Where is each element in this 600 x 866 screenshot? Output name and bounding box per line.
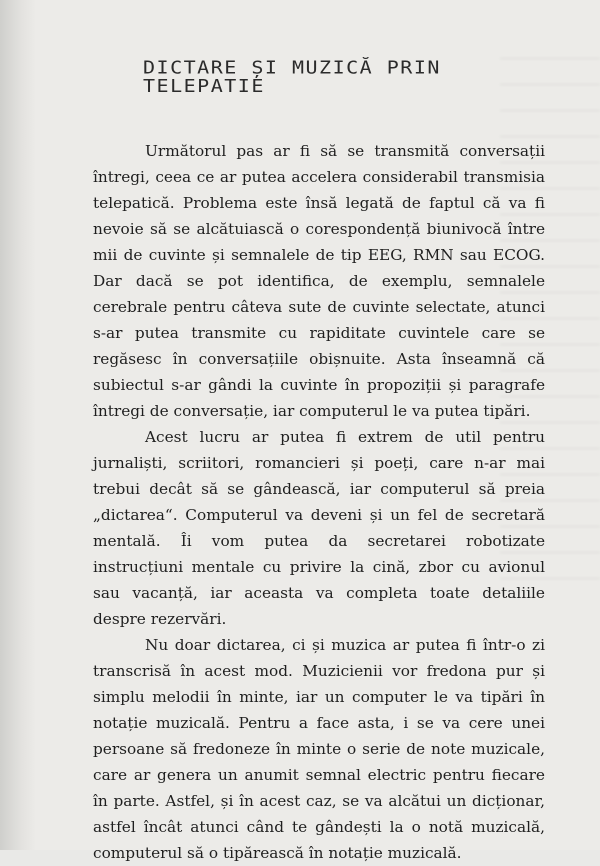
paragraph-1: Următorul pas ar fi să se transmită conversații întregi, ceea ce ar putea accelera considerabil transmisia telepatică. Problema este însă legată de faptul că va fi nevoie să se alcătuiască o corespondență biunivocă între mii de cuvinte și semnalele de tip EEG, RMN sau ECOG. Dar dacă se pot identifica, de exemplu, semnalele cerebrale pentru câteva sute de cuvinte selectate, atunci s-ar putea transmite cu rapiditate cuvintele care se regăsesc în conversațiile obișnuite. Asta înseamnă că subiectul s-ar gândi la cuvinte în propoziții și paragrafe întregi de conversație, iar computerul le va putea tipări.	[93, 142, 545, 420]
chapter-title-line-2: TELEPATIE	[143, 75, 265, 97]
paragraph-2: Acest lucru ar putea fi extrem de util pentru jurnaliști, scriitori, romancieri și poeți, care n-ar mai trebui decât să se gândească, iar computerul să preia „dictarea“. Computerul va deveni și un fel de secretară mentală. Îi vom putea da secretarei robotizate instrucțiuni mentale cu privire la cină, zbor cu avionul sau vacanță, iar aceasta va completa toate detaliile despre rezervări.	[93, 428, 545, 628]
spine-shadow	[0, 0, 36, 850]
chapter-title	[143, 58, 473, 96]
chapter-title-line-1: DICTARE ȘI MUZICĂ PRIN	[143, 56, 441, 78]
body-text	[93, 138, 545, 866]
paragraph-3: Nu doar dictarea, ci și muzica ar putea fi într-o zi transcrisă în acest mod. Muzicienii vor fredona pur și simplu melodii în minte, iar un computer le va tipări în notație muzicală. Pentru a face asta, i se va cere unei persoane să fredoneze în minte o serie de note muzicale, care ar genera un anumit semnal electric pentru fiecare în parte. Astfel, și în acest caz, se va alcătui un dicționar, astfel încât atunci când te gândești la o notă muzicală, computerul să o tipărească în notație muzicală.	[93, 636, 545, 862]
